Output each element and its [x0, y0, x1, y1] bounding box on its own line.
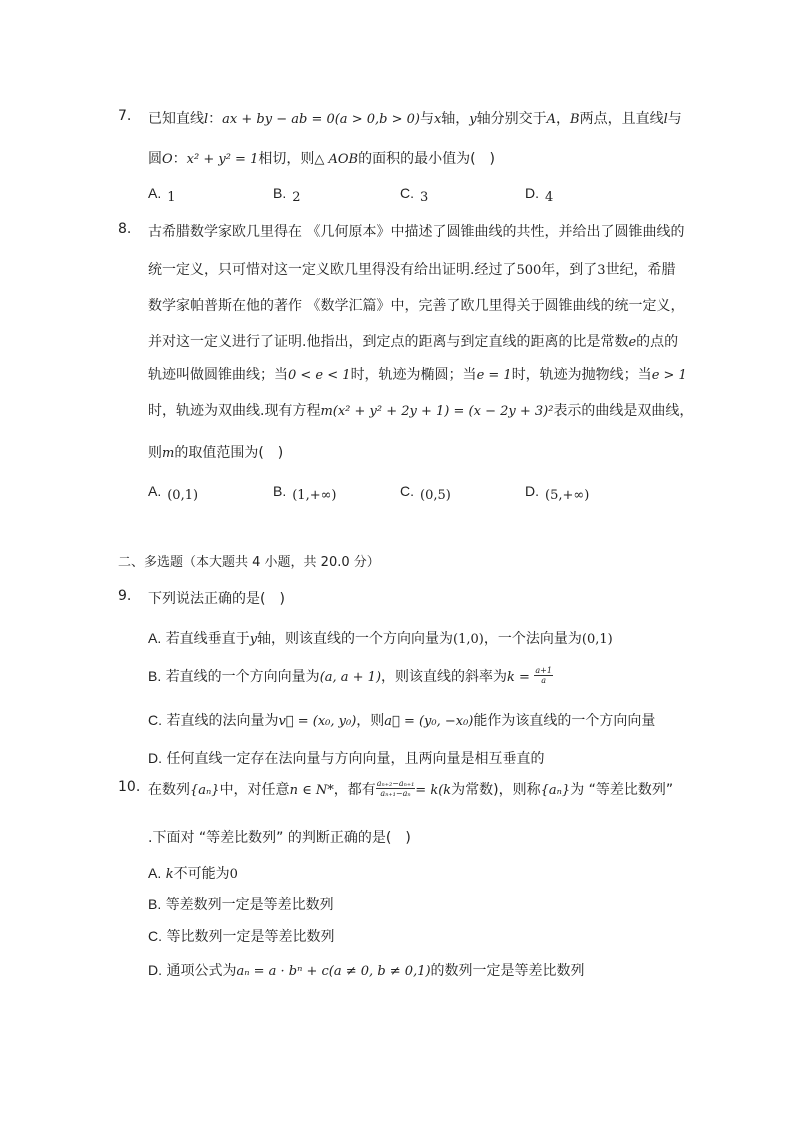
question-9-option-d[interactable]: D. 任何直线一定存在法向量与方向向量，且两向量是相互垂直的	[148, 750, 545, 767]
question-8-stem-line-4: 并对这一定义进行了证明.他指出，到定点的距离与到定直线的距离的比是常数e的点的	[148, 334, 679, 350]
question-8-option-a[interactable]: A. (0,1)	[148, 483, 199, 503]
question-8-stem-line-7: 则m的取值范围为( )	[148, 445, 284, 461]
question-8-stem-line-1: 古希腊数学家欧几里得在 《几何原本》中描述了圆锥曲线的共性，并给出了圆锥曲线的	[148, 224, 685, 240]
question-9-option-b[interactable]: B. 若直线的一个方向向量为(a, a + 1)，则该直线的斜率为k = $\frac{a+1}{a}$	[148, 665, 552, 685]
question-8-number: 8.	[118, 221, 132, 237]
question-10-option-d[interactable]: D. 通项公式为aₙ = a · bⁿ + c(a ≠ 0, b ≠ 0,1)的数列一定是等差比数列	[148, 962, 585, 979]
question-8-option-d[interactable]: D. (5,+∞)	[525, 483, 590, 503]
ratio-fraction: $\frac{\text{aₙ₊₂−aₙ₊₁}}{\text{aₙ₊₁−aₙ}}$	[376, 778, 415, 798]
slope-fraction: $\frac{a+1}{a}$	[535, 665, 552, 685]
question-10-option-a[interactable]: A. k不可能为0	[148, 865, 238, 882]
question-9-option-c[interactable]: C. 若直线的法向量为v⃗ = (x₀, y₀)，则a⃗ = (y₀, −x₀)能作为该直线的一个方向向量	[148, 712, 656, 729]
question-7-stem-line-1: 已知直线l：ax + by − ab = 0(a > 0,b > 0)与x轴，y轴分别交于A，B两点，且直线l与	[148, 111, 682, 127]
section-header-multiple-choice: 二、多选题（本大题共 4 小题，共 20.0 分）	[118, 555, 380, 570]
question-7-option-a[interactable]: A. 1	[148, 185, 176, 205]
question-10-option-b[interactable]: B. 等差数列一定是等差比数列	[148, 896, 334, 913]
question-8-option-c[interactable]: C. (0,5)	[400, 483, 451, 503]
question-9-number: 9.	[118, 588, 132, 604]
question-7-stem-line-2: 圆O：x² + y² = 1相切，则△ AOB的面积的最小值为( )	[148, 151, 496, 167]
question-9-option-a[interactable]: A. 若直线垂直于y轴，则该直线的一个方向向量为(1,0)，一个法向量为(0,1)	[148, 630, 613, 647]
question-8-stem-line-5: 轨迹叫做圆锥曲线；当0 < e < 1时，轨迹为椭圆；当e = 1时，轨迹为抛物线；当e > 1	[148, 367, 687, 383]
question-8-stem-line-6: 时，轨迹为双曲线.现有方程m(x² + y² + 2y + 1) = (x − 2y + 3)²表示的曲线是双曲线，	[148, 403, 694, 419]
question-9-stem: 下列说法正确的是( )	[148, 591, 285, 607]
question-8-option-b[interactable]: B. (1,+∞)	[273, 483, 337, 503]
question-10-stem-line-1: 在数列{aₙ}中，对任意n ∈ N*，都有 $\frac{\text{aₙ₊₂−aₙ₊₁}}{\text{aₙ₊₁−aₙ}}$ = k(k为常数)，则称{aₙ}为 “等差比数列”	[148, 778, 674, 798]
question-10-stem-line-2: .下面对 “等差比数列” 的判断正确的是( )	[148, 830, 411, 846]
question-7-option-c[interactable]: C. 3	[400, 185, 429, 205]
question-7-number: 7.	[118, 108, 132, 124]
question-8-stem-line-2: 统一定义，只可惜对这一定义欧几里得没有给出证明.经过了500年，到了3世纪，希腊	[148, 262, 676, 278]
question-7-option-d[interactable]: D. 4	[525, 185, 554, 205]
question-7-option-b[interactable]: B. 2	[273, 185, 301, 205]
question-10-option-c[interactable]: C. 等比数列一定是等差比数列	[148, 928, 335, 945]
question-10-number: 10.	[118, 779, 141, 795]
question-8-stem-line-3: 数学家帕普斯在他的著作 《数学汇篇》中，完善了欧几里得关于圆锥曲线的统一定义，	[148, 298, 685, 314]
